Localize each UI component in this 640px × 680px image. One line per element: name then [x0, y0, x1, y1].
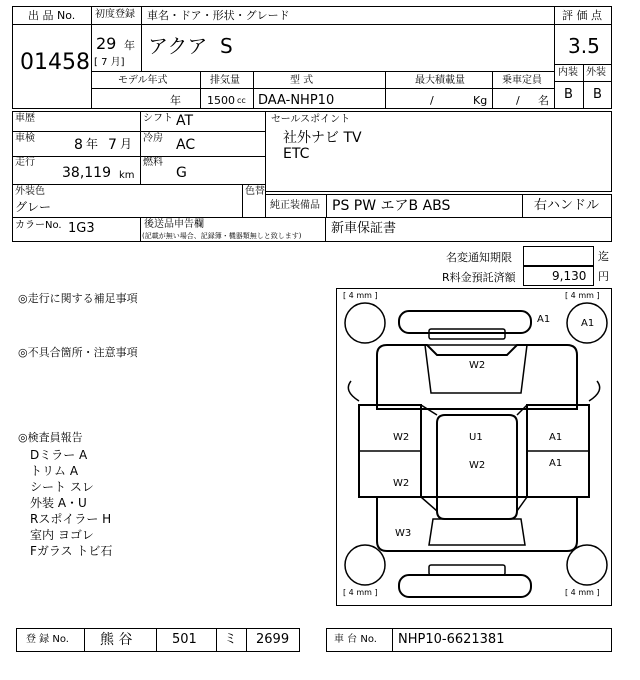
inspector-lines: [30, 446, 230, 558]
rear-plate-shape: [429, 565, 505, 575]
mark-roof-2: W2: [469, 460, 486, 471]
rear-window-shape: [429, 519, 525, 545]
hood-shape: [377, 345, 577, 409]
aftermarket-note: (記載が無い場合、記録簿・機器類無しと致します): [142, 232, 302, 240]
tire-fr-depth: [ 4 mm ]: [565, 291, 600, 300]
inspection-year: 8: [74, 137, 83, 153]
lot-number: 01458: [20, 50, 90, 75]
score-value: 3.5: [568, 34, 600, 58]
exterior-label: 外装: [586, 67, 606, 78]
ext-color-value: グレー: [15, 200, 52, 214]
mark-front-bumper: A1: [537, 314, 551, 325]
ac-label: 冷房: [143, 133, 163, 144]
first-reg-year-unit: 年: [124, 39, 135, 52]
shift-label: シフト: [143, 113, 173, 124]
reg-label: 登 録 No.: [26, 634, 69, 645]
equipment-label: 純正装備品: [270, 200, 320, 211]
mark-left-rear-door: W2: [393, 478, 410, 489]
displacement-unit: cc: [237, 96, 246, 105]
tire-rr-shape: [567, 545, 607, 585]
sales-points-label: セールスポイント: [271, 114, 351, 125]
aftermarket-label: 後送品申告欄: [144, 219, 204, 230]
shift-value: AT: [176, 113, 194, 129]
steering-value: 右ハンドル: [534, 198, 600, 213]
name-change-unit: 迄: [598, 250, 609, 263]
chassis-label: 車 台 No.: [334, 634, 377, 645]
sales-point-1: 社外ナビ TV: [283, 130, 362, 146]
name-change-box: [523, 246, 594, 266]
ac-value: AC: [176, 137, 196, 153]
tire-fl-depth: [ 4 mm ]: [343, 291, 378, 300]
warranty-value: 新車保証書: [331, 221, 397, 236]
car-name-label: 車名・ドア・形状・グレード: [147, 9, 290, 22]
model-code-label: 型 式: [290, 75, 314, 86]
history-label: 車歴: [15, 113, 35, 124]
car-grade: S: [220, 34, 233, 58]
inspection-month-unit: 月: [120, 137, 133, 151]
model-year-unit: 年: [170, 94, 181, 107]
inspection-year-unit: 年: [86, 137, 99, 151]
max-load-value: /: [430, 94, 434, 107]
first-reg-year: 29: [96, 34, 117, 53]
tire-rr-depth: [ 4 mm ]: [565, 588, 600, 597]
max-load-unit: Kg: [473, 94, 488, 107]
capacity-label: 乗車定員: [502, 75, 542, 86]
reg-area: 熊 谷: [100, 632, 133, 648]
tire-rl-shape: [345, 545, 385, 585]
driving-remarks-label: ◎走行に関する補足事項: [18, 292, 138, 305]
mileage-value: 38,119: [62, 165, 111, 181]
mark-left-front-door: W2: [393, 432, 410, 443]
color-change-label: 色替: [245, 186, 265, 197]
car-name: アクア: [148, 34, 208, 58]
exterior-grade: B: [593, 87, 602, 102]
tire-fl-shape: [345, 303, 385, 343]
car-body-outline: [337, 289, 611, 605]
recycle-label: R料金預託済額: [442, 271, 516, 284]
mark-spare: A1: [581, 318, 595, 329]
mark-right-rear-door: A1: [549, 458, 563, 469]
defects-label: ◎不具合箇所・注意事項: [18, 346, 138, 359]
inspector-line: Rスポイラー H: [30, 512, 112, 526]
inspector-line: シート スレ: [30, 480, 94, 494]
interior-grade: B: [564, 87, 573, 102]
details-left: [12, 111, 266, 185]
score-label: 評 価 点: [562, 9, 602, 22]
ext-color-label: 外装色: [15, 186, 45, 197]
reg-number: 2699: [256, 632, 290, 647]
mark-left-rear-fender: W3: [395, 528, 412, 539]
capacity-unit: 名: [538, 94, 549, 107]
displacement-label: 排気量: [210, 75, 240, 86]
inspector-label: ◎検査員報告: [18, 431, 83, 444]
inspection-label: 車検: [15, 133, 35, 144]
inspector-line: Dミラー A: [30, 448, 88, 462]
mark-roof-1: U1: [469, 432, 483, 443]
color-no-value: 1G3: [68, 221, 95, 236]
chassis-number: NHP10-6621381: [398, 632, 505, 647]
car-diagram: [336, 288, 612, 606]
fuel-label: 燃料: [143, 157, 163, 168]
sales-point-2: ETC: [283, 146, 310, 162]
inspector-line: Fガラス トビ石: [30, 544, 113, 558]
inspection-month: 7: [108, 137, 117, 153]
model-code: DAA-NHP10: [258, 93, 335, 108]
interior-label: 内装: [558, 67, 578, 78]
model-year-label: モデル年式: [118, 75, 168, 86]
displacement-value: 1500: [207, 94, 235, 107]
rear-bumper-shape: [399, 575, 531, 597]
first-reg-month: [ 7 月]: [94, 57, 125, 68]
fuel-value: G: [176, 165, 187, 181]
tire-rl-depth: [ 4 mm ]: [343, 588, 378, 597]
recycle-amount: 9,130: [552, 269, 587, 283]
mileage-label: 走行: [15, 157, 35, 168]
first-reg-label: 初度登録: [95, 9, 135, 20]
max-load-label: 最大積載量: [415, 75, 465, 86]
inspector-line: トリム A: [30, 464, 79, 478]
inspector-line: 室内 ヨゴレ: [30, 528, 94, 542]
name-change-label: 名変通知期限: [446, 251, 512, 264]
recycle-unit: 円: [598, 270, 609, 283]
lot-label: 出 品 No.: [28, 9, 76, 22]
mark-hood: W2: [469, 360, 486, 371]
mileage-unit: km: [119, 170, 135, 181]
reg-class: 501: [172, 632, 197, 647]
reg-kana: ミ: [224, 632, 238, 647]
color-no-label: カラーNo.: [15, 220, 62, 231]
inspector-line: 外装 A・U: [30, 496, 87, 510]
equipment-value: PS PW エアB ABS: [332, 198, 451, 214]
right-mirror-shape: [589, 381, 600, 401]
mark-right-front-door: A1: [549, 432, 563, 443]
rear-shape: [377, 497, 577, 551]
left-mirror-shape: [348, 381, 359, 401]
capacity-value: /: [516, 94, 520, 107]
